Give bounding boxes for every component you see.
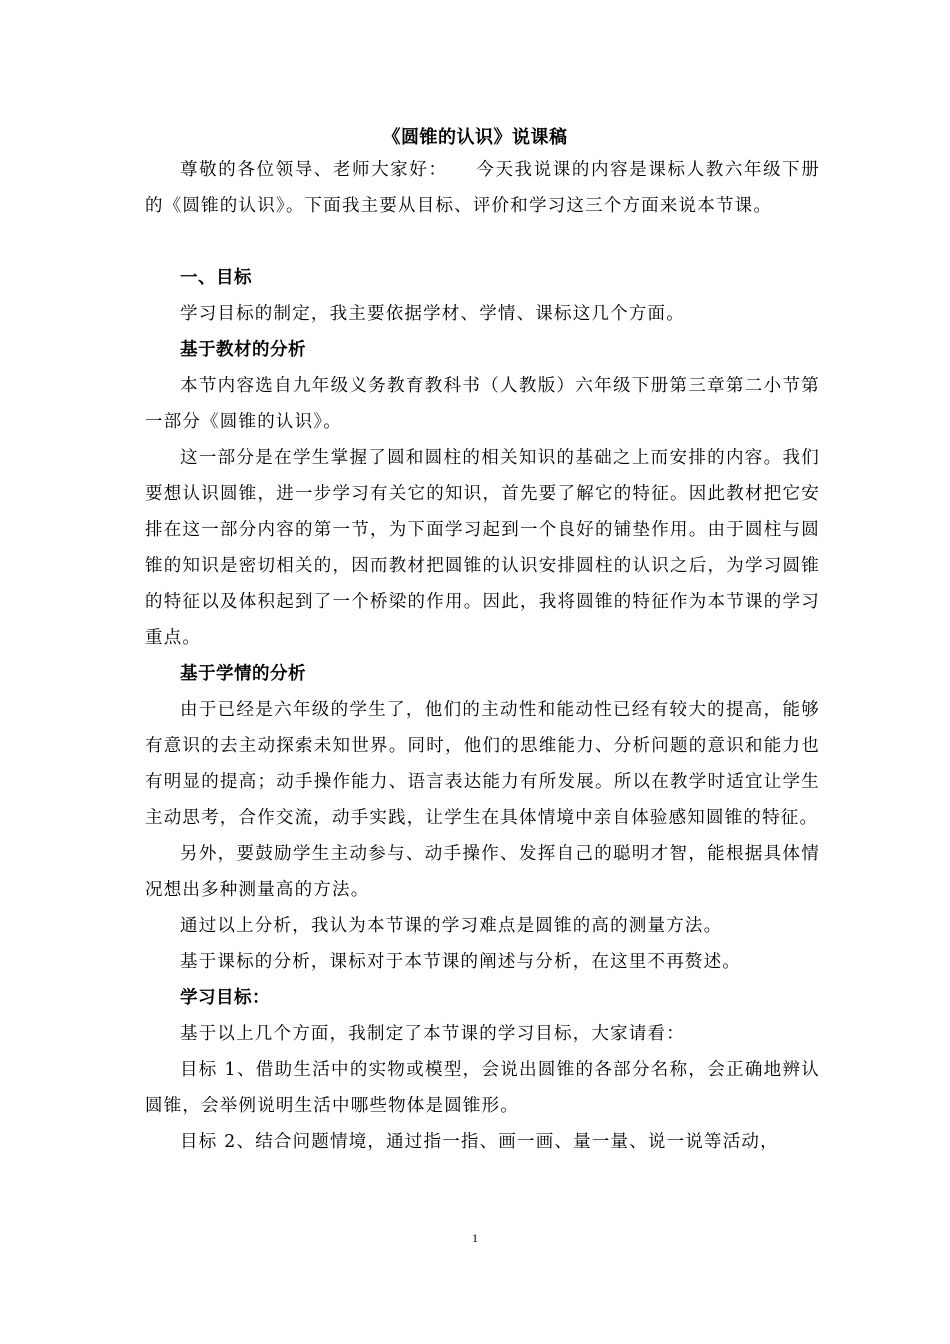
paragraph-students-1: 由于已经是六年级的学生了，他们的主动性和能动性已经有较大的提高，能够有意识的去主动探索未知世界。同时，他们的思维能力、分析问题的意识和能力也有明显的提高；动手操作能力、语言表达能力有所发展。所以在教学时适宜让学生主动思考，合作交流，动手实践，让学生在具体情境中亲自体验感知圆锥的特征。 [145,700,820,828]
paragraph-standard: 基于课标的分析，课标对于本节课的阐述与分析，在这里不再赘述。 [180,952,741,972]
paragraph-objective-1: 目标 1、借助生活中的实物或模型，会说出圆锥的各部分名称，会正确地辨认圆锥，会举例说明生活中哪些物体是圆锥形。 [145,1060,820,1116]
paragraph-textbook-1: 本节内容选自九年级义务教育教科书（人教版）六年级下册第三章第二小节第一部分《圆锥的认识》。 [145,376,820,432]
section-heading-goal: 一、目标 [180,268,252,288]
subheading-textbook-analysis: 基于教材的分析 [180,340,306,360]
blank-line [145,224,820,260]
paragraph-difficulty: 通过以上分析，我认为本节课的学习难点是圆锥的高的测量方法。 [180,916,723,936]
subheading-student-analysis: 基于学情的分析 [180,664,306,684]
document-title: 《圆锥的认识》说课稿 [382,127,568,148]
paragraph-textbook-2: 这一部分是在学生掌握了圆和圆柱的相关知识的基础之上而安排的内容。我们要想认识圆锥，进一步学习有关它的知识，首先要了解它的特征。因此教材把它安排在这一部分内容的第一节，为下面学习起到一个良好的铺垫作用。由于圆柱与圆锥的知识是密切相关的，因而教材把圆锥的认识安排圆柱的认识之后，为学习圆锥的特征以及体积起到了一个桥梁的作用。因此，我将圆锥的特征作为本节课的学习重点。 [145,448,820,648]
paragraph-objectives: 基于以上几个方面，我制定了本节课的学习目标，大家请看： [180,1024,685,1044]
page-number: 1 [472,1231,478,1245]
paragraph-objective-2: 目标 2、结合问题情境，通过指一指、画一画、量一量、说一说等活动， [180,1132,779,1152]
subheading-objectives: 学习目标： [180,988,270,1008]
paragraph-students-2: 另外，要鼓励学生主动参与、动手操作、发挥自己的聪明才智，能根据具体情况想出多种测量高的方法。 [145,844,820,900]
document-body [145,152,820,1160]
paragraph-goal: 学习目标的制定，我主要依据学材、学情、课标这几个方面。 [180,304,685,324]
intro-paragraph: 尊敬的各位领导、老师大家好： 今天我说课的内容是课标人教六年级下册的《圆锥的认识》。下面我主要从目标、评价和学习这三个方面来说本节课。 [145,160,820,216]
